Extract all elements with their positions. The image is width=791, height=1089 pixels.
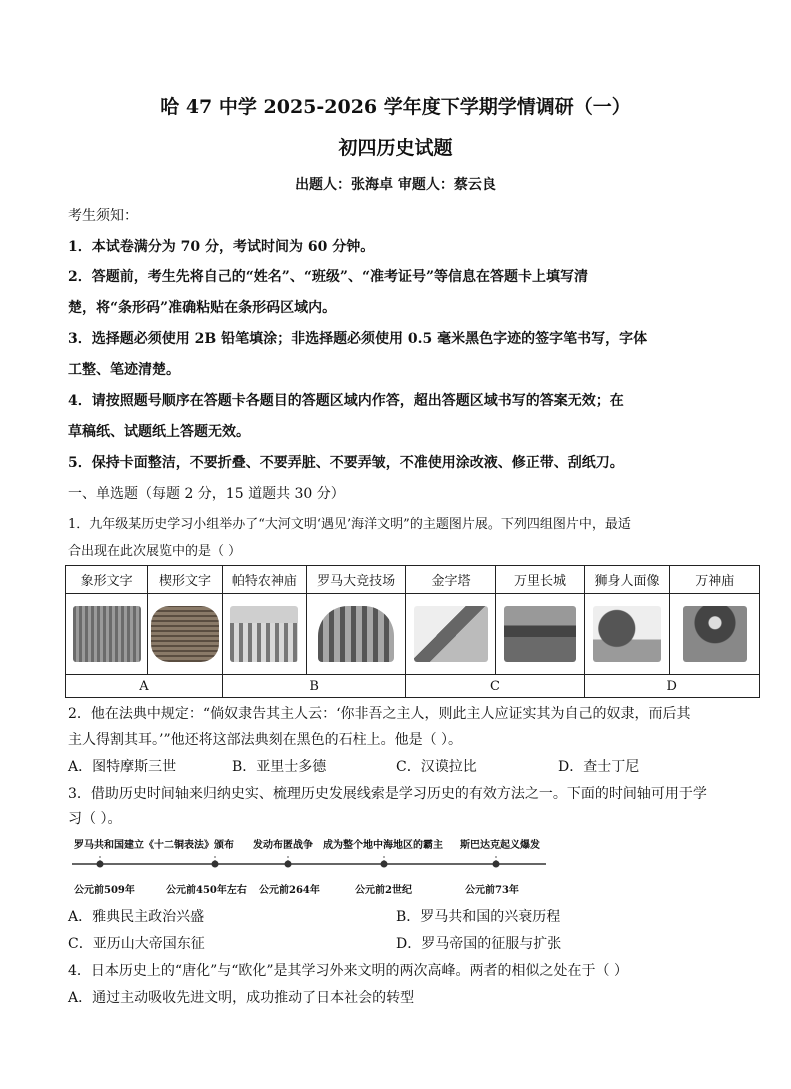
col-header: 帕特农神庙 <box>222 566 306 594</box>
exam-authors: 出题人：张海卓 审题人：蔡云良 <box>295 177 496 193</box>
group-label: C <box>406 675 584 698</box>
notice-heading: 考生须知： <box>68 208 138 224</box>
group-label: A <box>66 675 223 698</box>
exam-title: 哈 47 中学 2025-2026 学年度下学期学情调研（一） <box>160 96 631 118</box>
col-header: 万里长城 <box>496 566 584 594</box>
notice-line: 4．请按照题号顺序在答题卡各题目的答题区域内作答，超出答题区域书写的答案无效；在 <box>68 393 624 409</box>
notice-line: 2．答题前，考生先将自己的“姓名”、“班级”、“准考证号”等信息在答题卡上填写清 <box>68 269 589 285</box>
pyramid-photo <box>414 606 488 662</box>
hieroglyph-photo <box>73 606 141 662</box>
q3-option-d[interactable]: D．罗马帝国的征服与扩张 <box>396 936 562 952</box>
q3-option-b[interactable]: B．罗马共和国的兴衰历程 <box>396 909 561 925</box>
group-label: B <box>222 675 406 698</box>
timeline-axis <box>70 852 550 882</box>
notice-line: 3．选择题必须使用 2B 铅笔填涂；非选择题必须使用 0.5 毫米黑色字迹的签字笔书写，字体 <box>68 331 648 347</box>
col-header: 万神庙 <box>670 566 760 594</box>
q2-option-b[interactable]: B．亚里士多德 <box>232 759 327 775</box>
q2-option-c[interactable]: C．汉谟拉比 <box>396 759 477 775</box>
q1-picture-table <box>65 565 760 698</box>
q3-stem: 3．借助历史时间轴来归纳史实、梳理历史发展线索是学习历史的有效方法之一。下面的时间轴可用于学 <box>68 786 707 802</box>
notice-line: 1．本试卷满分为 70 分，考试时间为 60 分钟。 <box>68 239 375 255</box>
col-header: 罗马大竞技场 <box>306 566 406 594</box>
notice-line: 草稿纸、试题纸上答题无效。 <box>68 424 250 440</box>
pantheon-photo <box>683 606 747 662</box>
section-heading: 一、单选题（每题 2 分，15 道题共 30 分） <box>68 486 345 502</box>
notice-line: 工整、笔迹清楚。 <box>68 362 180 378</box>
q2-option-d[interactable]: D．查士丁尼 <box>558 759 640 775</box>
q2-stem: 主人得割其耳。’”他还将这部法典刻在黑色的石柱上。他是（ ）。 <box>68 732 463 748</box>
col-header: 狮身人面像 <box>584 566 670 594</box>
q4-stem: 4．日本历史上的“唐化”与“欧化”是其学习外来文明的两次高峰。两者的相似之处在于（ ） <box>68 963 628 979</box>
q3-option-a[interactable]: A．雅典民主政治兴盛 <box>68 909 205 925</box>
cuneiform-tablet-photo <box>151 606 219 662</box>
timeline-date: 公元前264年 <box>259 885 320 896</box>
timeline-event: 发动布匿战争 <box>253 840 313 851</box>
q3-option-c[interactable]: C．亚历山大帝国东征 <box>68 936 205 952</box>
parthenon-photo <box>230 606 298 662</box>
timeline-event: 斯巴达克起义爆发 <box>460 840 540 851</box>
timeline-date: 公元前509年 <box>74 885 135 896</box>
q4-option-a[interactable]: A．通过主动吸收先进文明，成功推动了日本社会的转型 <box>68 990 415 1006</box>
great-wall-photo <box>504 606 576 662</box>
q1-stem: 合出现在此次展览中的是（ ） <box>68 544 242 559</box>
timeline-event: 成为整个地中海地区的霸主 <box>323 840 443 851</box>
q1-stem: 1．九年级某历史学习小组举办了“大河文明‘遇见’海洋文明”的主题图片展。下列四组图片中，最适 <box>68 517 631 532</box>
q2-option-a[interactable]: A．图特摩斯三世 <box>68 759 177 775</box>
group-label: D <box>584 675 759 698</box>
timeline-date: 公元前2世纪 <box>355 885 412 896</box>
sphinx-photo <box>593 606 661 662</box>
q3-stem: 习（ ）。 <box>68 811 122 827</box>
q2-stem: 2．他在法典中规定：“倘奴隶告其主人云：‘你非吾之主人，则此主人应证实其为自己的奴隶，而后其 <box>68 706 691 722</box>
timeline-date: 公元前73年 <box>465 885 519 896</box>
timeline-date: 公元前450年左右 <box>166 885 247 896</box>
notice-line: 5．保持卡面整洁，不要折叠、不要弄脏、不要弄皱，不准使用涂改液、修正带、刮纸刀。 <box>68 455 624 471</box>
exam-subtitle: 初四历史试题 <box>338 137 453 159</box>
col-header: 楔形文字 <box>148 566 223 594</box>
col-header: 金字塔 <box>406 566 496 594</box>
colosseum-photo <box>318 606 394 662</box>
timeline-event: 罗马共和国建立《十二铜表法》颁布 <box>74 840 234 851</box>
notice-line: 楚，将“条形码”准确粘贴在条形码区域内。 <box>68 300 337 316</box>
col-header: 象形文字 <box>66 566 148 594</box>
